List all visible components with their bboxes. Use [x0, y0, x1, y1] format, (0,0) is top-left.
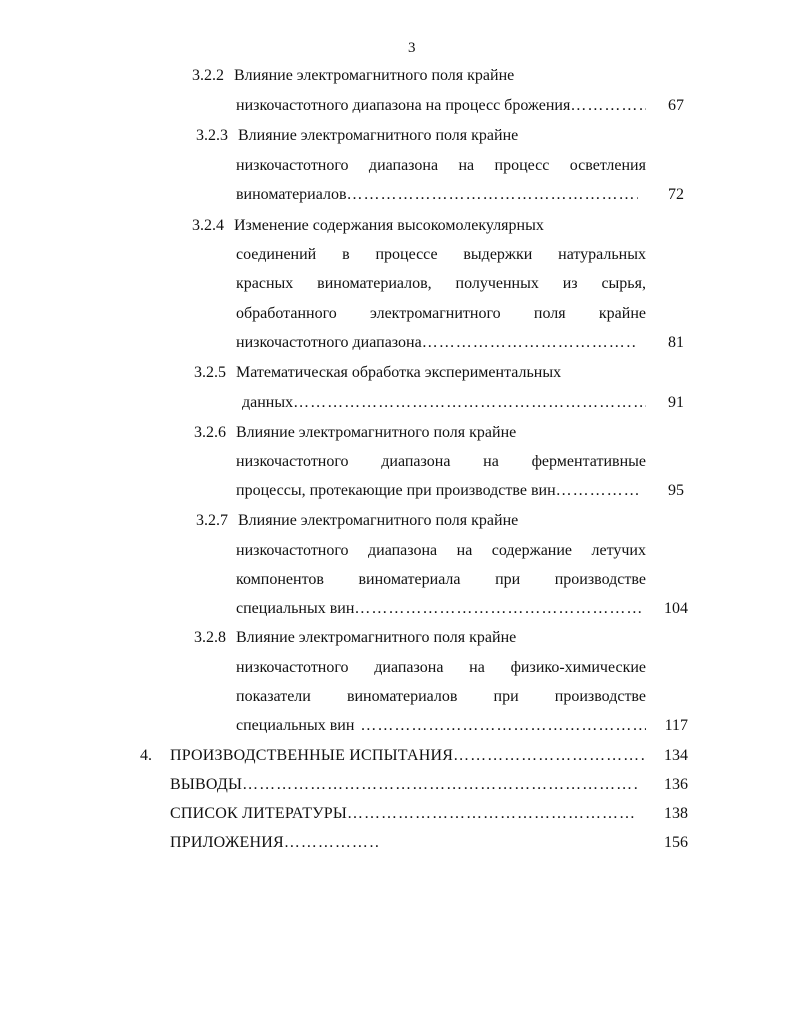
toc-entry-3-2-7-leader: [236, 599, 642, 619]
entry-text: данных: [242, 394, 294, 411]
entry-text: Влияние электромагнитного поля крайне: [238, 127, 519, 144]
word: сырья,: [601, 275, 646, 292]
toc-entry-3-2-4-line4: [236, 304, 646, 324]
section-number: 3.2.2: [192, 67, 224, 84]
dot-leader: [570, 96, 646, 116]
dot-leader: [422, 333, 636, 353]
page-ref: 156: [664, 834, 688, 851]
section-number: 3.2.6: [194, 424, 226, 441]
word: низкочастотного: [236, 542, 349, 559]
entry-text: виноматериалов: [236, 186, 347, 203]
toc-entry-3-2-7-line2: [236, 541, 646, 561]
dot-leader: [360, 716, 646, 736]
entry-text: низкочастотного диапазона: [236, 334, 422, 351]
dot-leader: [293, 393, 646, 413]
word: в: [342, 246, 350, 263]
word: физико-химические: [510, 659, 646, 676]
toc-appendices-leader: [170, 833, 378, 853]
toc-entry-3-2-3-leader: [236, 185, 638, 205]
entry-text: низкочастотного диапазона на процесс брожения: [236, 97, 571, 114]
section-number: 3.2.7: [196, 512, 228, 529]
dot-leader: [242, 775, 638, 795]
word: натуральных: [558, 246, 646, 263]
word: показатели: [236, 688, 311, 705]
toc-entry-3-2-5-leader: [242, 393, 646, 413]
word: компонентов: [236, 571, 324, 588]
toc-entry-3-2-7-heading: [196, 511, 518, 531]
word: из: [562, 275, 578, 292]
word: диапазона: [374, 659, 444, 676]
toc-entry-3-2-8-leader: [236, 716, 646, 736]
entry-text: процессы, протекающие при производстве вин: [236, 482, 556, 499]
word: низкочастотного: [236, 453, 349, 470]
word: обработанного: [236, 305, 337, 322]
word: производстве: [554, 571, 646, 588]
entry-text: Математическая обработка экспериментальных: [236, 364, 562, 381]
page-ref: 81: [668, 334, 684, 351]
dot-leader: [347, 185, 638, 205]
toc-entry-3-2-3-heading: [196, 126, 518, 146]
word: процессе: [375, 246, 438, 263]
word: осветления: [569, 157, 646, 174]
word: выдержки: [463, 246, 533, 263]
toc-entry-3-2-2-leader: [236, 96, 646, 116]
entry-text: Влияние электромагнитного поля крайне: [234, 67, 515, 84]
word: содержание: [491, 542, 573, 559]
page-ref: 72: [668, 186, 684, 203]
entry-text: ПРИЛОЖЕНИЯ: [170, 834, 284, 851]
toc-entry-3-2-4-heading: [192, 216, 544, 236]
word: диапазона: [368, 157, 439, 174]
toc-entry-3-2-8-line2: [236, 658, 646, 678]
section-number: 3.2.3: [196, 127, 228, 144]
page-ref: 138: [664, 805, 688, 822]
word: красных: [236, 275, 294, 292]
word: при: [495, 571, 521, 588]
word: диапазона: [368, 542, 438, 559]
page-number: 3: [408, 40, 416, 56]
toc-entry-3-2-3-line2: [236, 156, 646, 176]
page-ref: 136: [664, 776, 688, 793]
word: виноматериалов: [346, 688, 458, 705]
word: производстве: [554, 688, 646, 705]
toc-entry-3-2-7-line3: [236, 570, 646, 590]
section-number: 3.2.4: [192, 217, 224, 234]
word: виноматериалов,: [317, 275, 432, 292]
word: на: [469, 659, 485, 676]
word: крайне: [598, 305, 646, 322]
dot-leader: [453, 746, 646, 766]
dot-leader: [347, 804, 636, 824]
toc-entry-3-2-6-line2: [236, 452, 646, 472]
entry-text: ВЫВОДЫ: [170, 776, 243, 793]
entry-text: Влияние электромагнитного поля крайне: [236, 629, 517, 646]
toc-entry-3-2-8-line3: [236, 687, 646, 707]
word: низкочастотного: [236, 157, 349, 174]
word: ферментативные: [531, 453, 646, 470]
toc-references-leader: [170, 804, 636, 824]
page-ref: 117: [664, 717, 688, 734]
dot-leader: [284, 833, 378, 853]
entry-text: специальных вин: [236, 717, 355, 734]
dot-leader: [354, 599, 642, 619]
entry-text: специальных вин: [236, 600, 355, 617]
word: полученных: [455, 275, 539, 292]
dot-leader: [556, 481, 642, 501]
page-ref: 134: [664, 747, 688, 764]
entry-text: Влияние электромагнитного поля крайне: [238, 512, 519, 529]
toc-entry-3-2-5-heading: [194, 363, 561, 383]
word: при: [493, 688, 519, 705]
page-ref: 95: [668, 482, 684, 499]
entry-text: СПИСОК ЛИТЕРАТУРЫ: [170, 805, 347, 822]
toc-entry-3-2-4-leader: [236, 333, 636, 353]
word: соединений: [236, 246, 317, 263]
entry-text: Изменение содержания высокомолекулярных: [234, 217, 544, 234]
word: низкочастотного: [236, 659, 349, 676]
toc-entry-3-2-4-line2: [236, 245, 646, 265]
toc-entry-3-2-8-heading: [194, 628, 516, 648]
word: электромагнитного: [370, 305, 501, 322]
word: на: [458, 157, 475, 174]
section-number: 3.2.5: [194, 364, 226, 381]
toc-chapter-4-number: 4.: [140, 747, 152, 764]
toc-entry-3-2-6-leader: [236, 481, 642, 501]
word: диапазона: [381, 453, 451, 470]
toc-entry-3-2-2-heading: [192, 66, 514, 86]
entry-text: ПРОИЗВОДСТВЕННЫЕ ИСПЫТАНИЯ: [170, 747, 454, 764]
toc-entry-3-2-4-line3: [236, 274, 646, 294]
toc-conclusions-leader: [170, 775, 638, 795]
toc-chapter-4-leader: [170, 746, 646, 766]
word: виноматериала: [358, 571, 461, 588]
page-ref: 91: [668, 394, 684, 411]
word: процесс: [494, 157, 550, 174]
entry-text: Влияние электромагнитного поля крайне: [236, 424, 517, 441]
word: на: [483, 453, 499, 470]
word: поля: [533, 305, 566, 322]
word: на: [456, 542, 473, 559]
page-ref: 104: [664, 600, 688, 617]
toc-entry-3-2-6-heading: [194, 423, 516, 443]
page-ref: 67: [668, 97, 684, 114]
section-number: 3.2.8: [194, 629, 226, 646]
word: летучих: [591, 542, 646, 559]
